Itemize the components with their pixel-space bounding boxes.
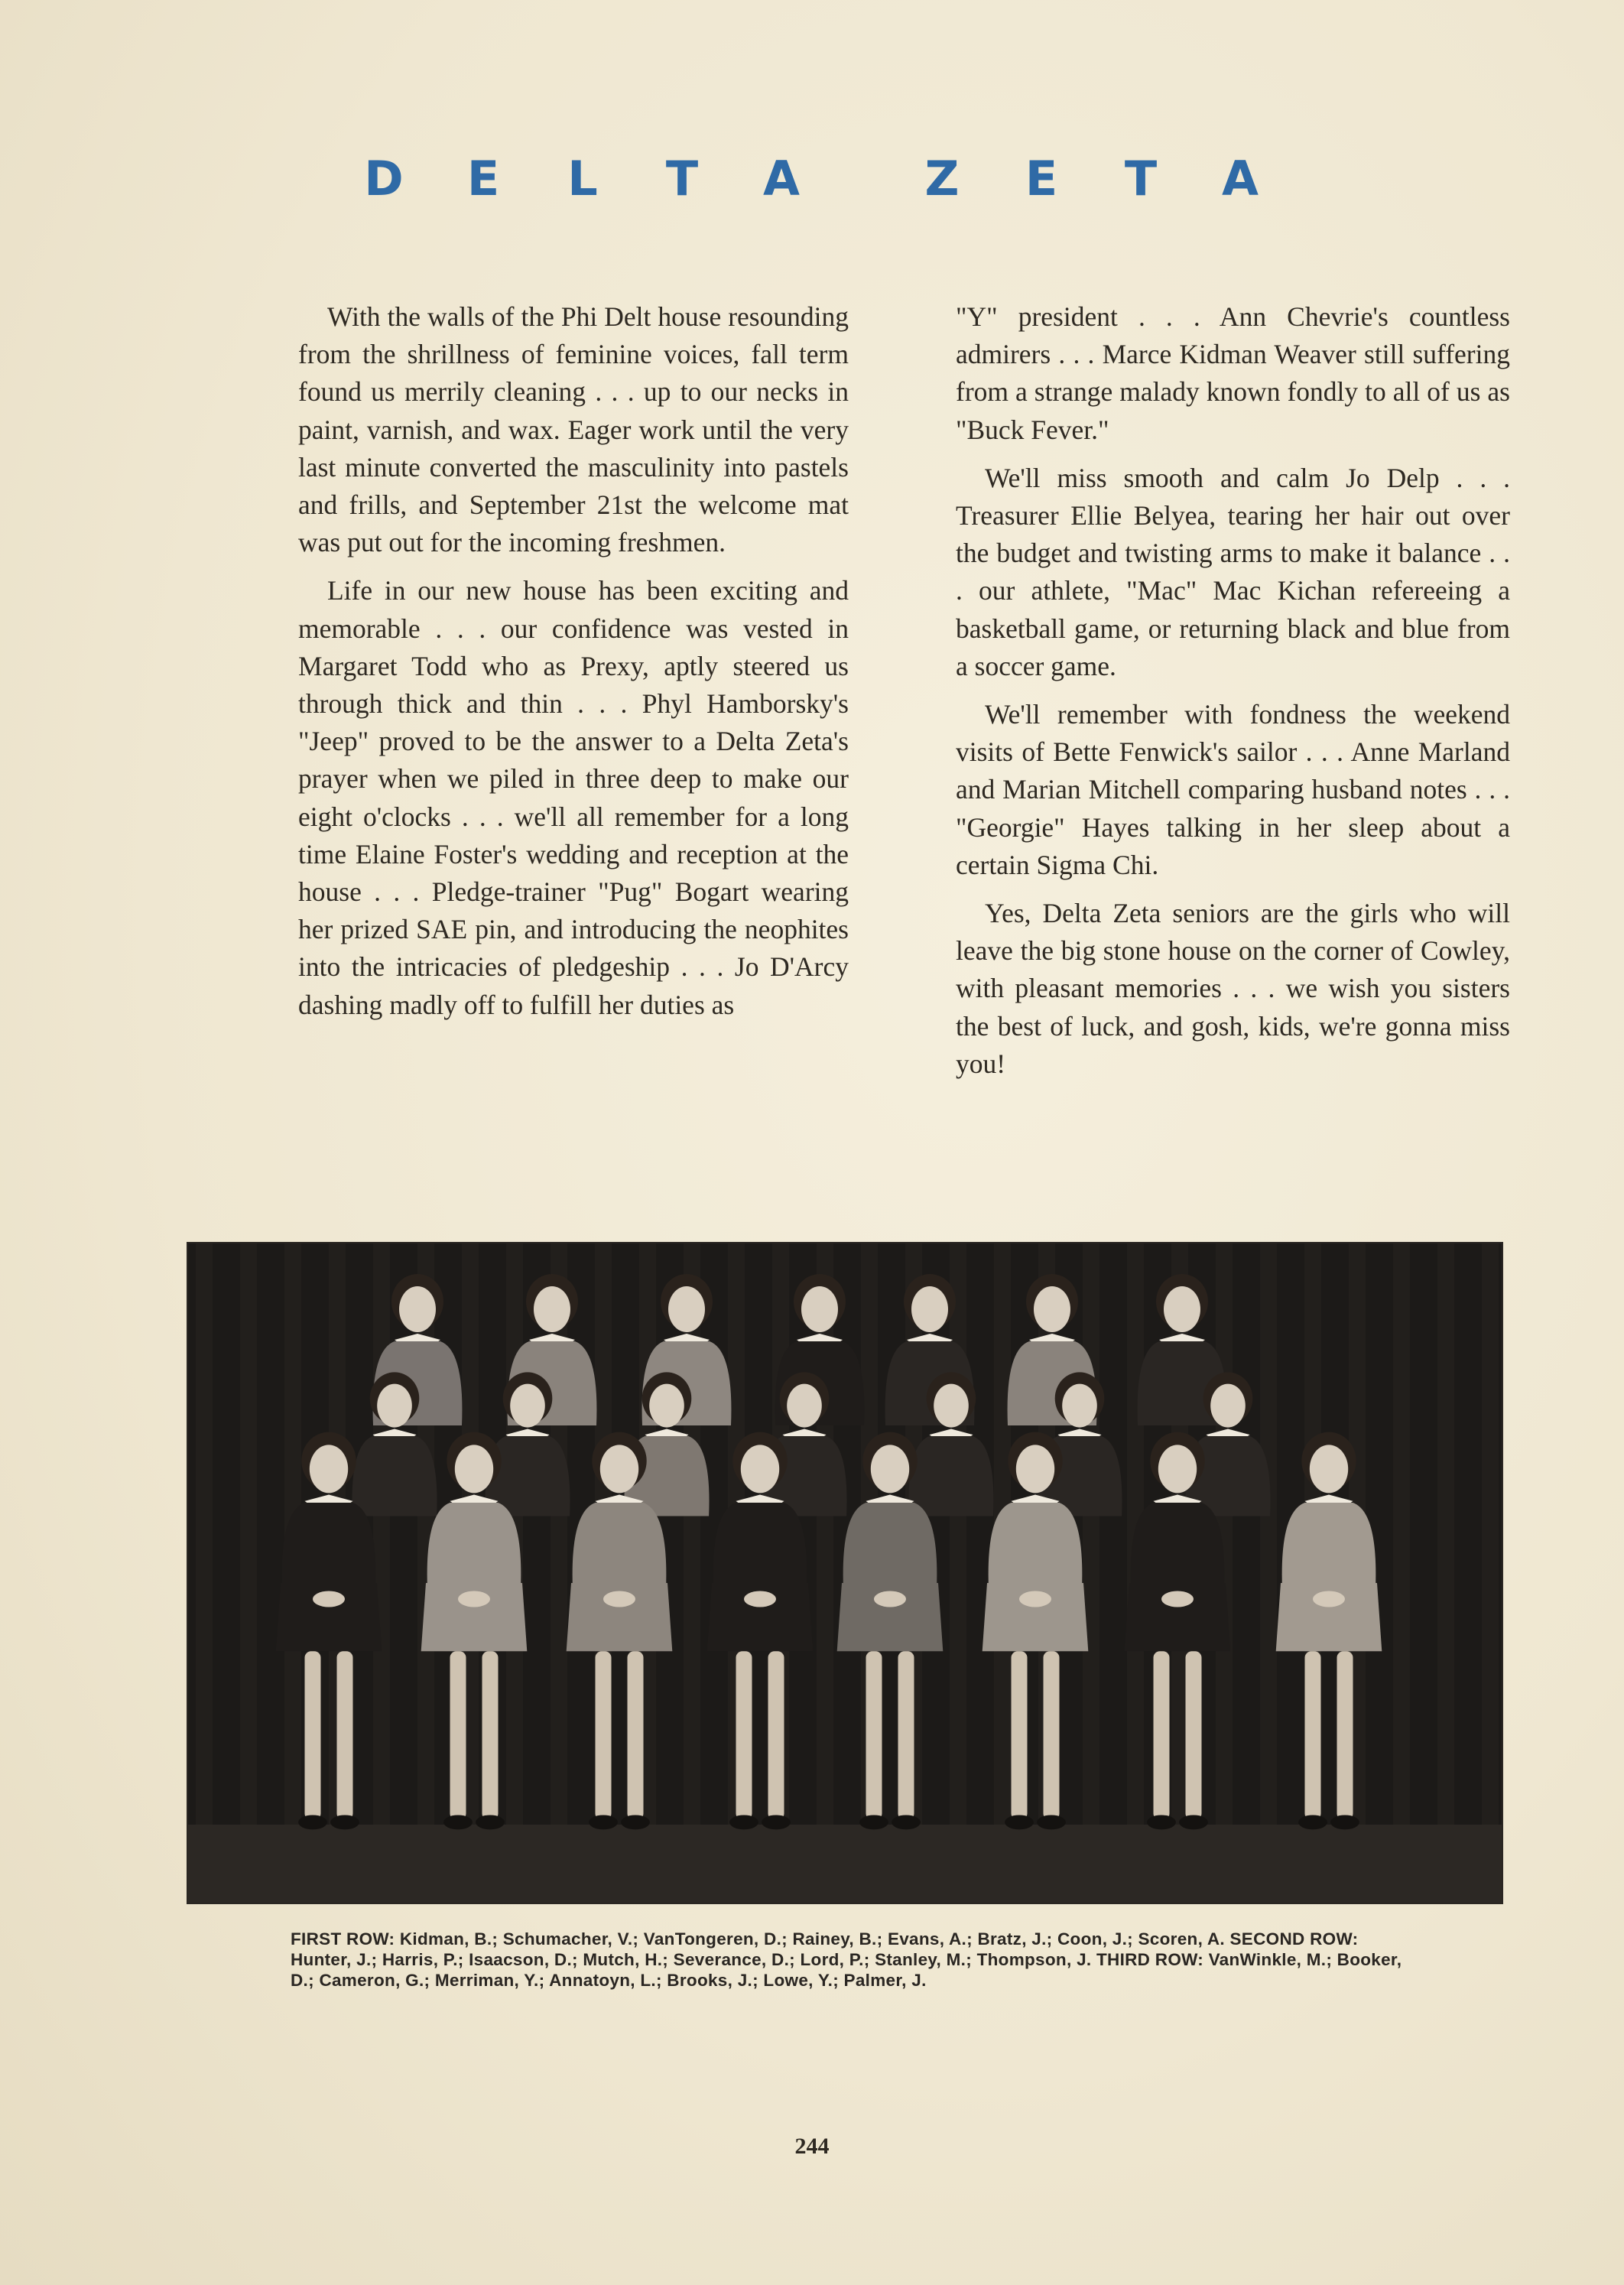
front-row-person-leg [768,1651,784,1820]
front-row-person-hands [874,1591,906,1607]
title-word-delta [334,151,831,206]
front-row-person-shoe [859,1815,888,1829]
front-row-person-leg [1337,1651,1353,1820]
front-row-person-leg [305,1651,321,1820]
title-letter: A [763,150,800,206]
title-letter: T [665,150,699,206]
group-photo [188,1243,1502,1903]
title-letter: A [1222,150,1259,206]
front-row-person-leg [866,1651,882,1820]
photo-floor [188,1825,1502,1903]
title-word-zeta [892,151,1290,206]
front-row-person-hands [603,1591,635,1607]
front-row-person-hands [1161,1591,1194,1607]
front-row-person-jacket [713,1503,807,1591]
title-letter: Z [924,150,960,206]
front-row-person-face [310,1445,348,1493]
curtain-fold [950,1243,966,1825]
front-row-person-shoe [892,1815,921,1829]
title-letter: T [1124,150,1158,206]
left-text-column [298,298,849,1035]
curtain-fold [1393,1243,1410,1825]
curtain-fold [240,1243,257,1825]
front-row-person-leg [1012,1651,1028,1820]
front-row-person-shoe [1179,1815,1208,1829]
paragraph: We'll remember with fondness the weekend visits of Bette Fenwick's sailor . . . Anne Marland and Marian Mitchell comparing husband notes . . . "Georgie" Hayes talking in her sleep about a certain Sigma Chi. [956,699,1510,880]
front-row-person-shoe [589,1815,618,1829]
back-row-person-face [911,1286,948,1332]
front-row-person-face [871,1445,909,1493]
front-row-person-leg [1305,1651,1321,1820]
front-row-person-hands [1313,1591,1345,1607]
back-row-person-face [668,1286,705,1332]
front-row-person-jacket [1282,1503,1376,1591]
front-row-person-leg [596,1651,612,1820]
front-row-person-shoe [729,1815,758,1829]
front-row-person-shoe [762,1815,791,1829]
middle-row-person-face [649,1384,684,1428]
front-row-person-hands [458,1591,490,1607]
front-row-person-face [455,1445,493,1493]
front-row-person-face [741,1445,779,1493]
middle-row-person-jacket [908,1436,993,1516]
paragraph: "Y" president . . . Ann Chevrie's countless admirers . . . Marce Kidman Weaver still suffering from a strange malady known fondly to all of us as "Buck Fever." [956,301,1510,445]
front-row-person-shoe [1147,1815,1176,1829]
paragraph: We'll miss smooth and calm Jo Delp . . . Treasurer Ellie Belyea, tearing her hair out over the budget and twisting arms to make it balance . . . our athlete, "Mac" Mac Kichan refereeing a basketball game, or returning black and blue from a soccer game. [956,462,1510,681]
front-row-person-jacket [573,1503,667,1591]
front-row-person-face [1310,1445,1348,1493]
front-row-person-leg [482,1651,499,1820]
middle-row-person-face [787,1384,822,1428]
front-row-person-jacket [1131,1503,1225,1591]
curtain-fold [1260,1243,1277,1825]
back-row-person-face [1034,1286,1070,1332]
curtain-fold [1437,1243,1454,1825]
paragraph: With the walls of the Phi Delt house resounding from the shrillness of feminine voices, fall term found us merrily cleaning . . . up to our necks in paint, varnish, and wax. Eager work until the very last minute converted the masculinity into pastels and frills, and September 21st the welcome mat was put out for the incoming freshmen. [298,301,849,558]
title-letter: L [567,150,598,206]
middle-row-person-face [934,1384,969,1428]
front-row-person-leg [628,1651,644,1820]
front-row-person-leg [736,1651,752,1820]
front-row-person-jacket [989,1503,1083,1591]
front-row-person-shoe [330,1815,359,1829]
front-row-person-shoe [1298,1815,1327,1829]
front-row-person-leg [1154,1651,1170,1820]
title-letter: E [466,150,500,206]
middle-row-person-face [1062,1384,1097,1428]
front-row-person-shoe [1005,1815,1034,1829]
front-row-person-shoe [476,1815,505,1829]
front-row-person-leg [450,1651,466,1820]
page-title [0,136,1624,220]
front-row-person-shoe [298,1815,327,1829]
paragraph: Life in our new house has been exciting and memorable . . . our confidence was vested in Margaret Todd who as Prexy, aptly steered us through thick and thin . . . Phyl Hamborsky's "Jeep" proved to be the answer to a Delta Zeta's prayer when we piled in three deep to make our eight o'clocks . . . we'll all remember for a long time Elaine Foster's wedding and reception at the house . . . Pledge-trainer "Pug" Bogart wearing her prized SAE pin, and introducing the neophites into the intricacies of pledgeship . . . Jo D'Arcy dashing madly off to fulfill her duties as [298,575,849,1020]
front-row-person-leg [337,1651,353,1820]
curtain-fold [1083,1243,1099,1825]
middle-row-person-jacket [352,1436,437,1516]
front-row-person-face [600,1445,638,1493]
curtain-fold [373,1243,390,1825]
front-row-person-jacket [282,1503,376,1591]
back-row-person-face [801,1286,838,1332]
front-row-person-shoe [621,1815,650,1829]
front-row-person-jacket [427,1503,521,1591]
front-row-person-leg [898,1651,914,1820]
title-letter: D [364,150,404,206]
page-number: 244 [794,2134,830,2159]
back-row-person-face [399,1286,436,1332]
middle-row-person-face [377,1384,412,1428]
front-row-person-jacket [843,1503,937,1591]
front-row-person-hands [313,1591,345,1607]
photo-caption: FIRST ROW: Kidman, B.; Schumacher, V.; VanTongeren, D.; Rainey, B.; Evans, A.; Bratz, J.; Coon, J.; Scoren, A. SECOND ROW: Hunter, J.; Harris, P.; Isaacson, D.; Mutch, H.; Severance, D.; Lord, P.; Stanley, M.; Thompson, J. THIRD ROW: VanWinkle, M.; Booker, D.; Cameron, G.; Merriman, Y.; Annatoyn, L.; Brooks, J.; Lowe, Y.; Palmer, J. [291,1929,1402,1990]
curtain-fold [196,1243,213,1825]
front-row-person-leg [1186,1651,1202,1820]
title-letter: E [1025,150,1058,206]
back-row-person-face [534,1286,570,1332]
curtain-fold [1482,1243,1499,1825]
back-row-person-face [1164,1286,1200,1332]
front-row-person-shoe [1037,1815,1066,1829]
front-row-person-face [1016,1445,1054,1493]
front-row-person-shoe [1330,1815,1359,1829]
middle-row-person-face [510,1384,545,1428]
middle-row-person-face [1210,1384,1246,1428]
front-row-person-hands [744,1591,776,1607]
right-text-column [956,298,1510,1094]
paragraph: Yes, Delta Zeta seniors are the girls who will leave the big stone house on the corner of Cowley, with pleasant memories . . . we wish you sisters the best of luck, and gosh, kids, we're gonna miss you! [956,898,1510,1079]
front-row-person-face [1158,1445,1197,1493]
front-row-person-shoe [443,1815,473,1829]
front-row-person-hands [1019,1591,1051,1607]
front-row-person-leg [1044,1651,1060,1820]
group-photo-illustration [188,1243,1502,1903]
